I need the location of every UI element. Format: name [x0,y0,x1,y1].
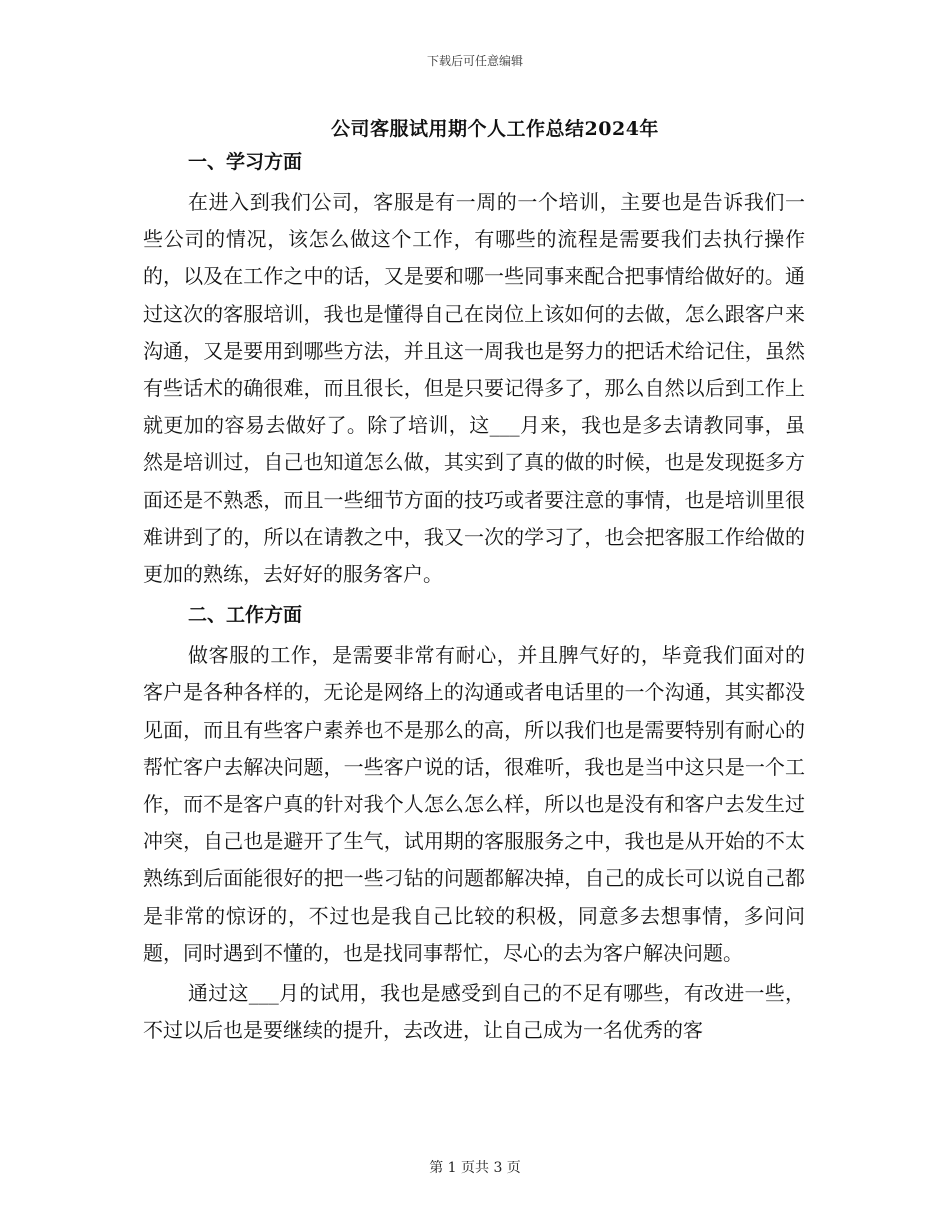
study-paragraph: 在进入到我们公司，客服是有一周的一个培训，主要也是告诉我们一些公司的情况，该怎么做这个工作，有哪些的流程是需要我们去执行操作的，以及在工作之中的话，又是要和哪一些同事来配合把事情给做好的。通过这次的客服培训，我也是懂得自己在岗位上该如何的去做，怎么跟客户来沟通，又是要用到哪些方法，并且这一周我也是努力的把话术给记住，虽然有些话术的确很难，而且很长，但是只要记得多了，那么自然以后到工作上就更加的容易去做好了。除了培训，这___月来，我也是多去请教同事，虽然是培训过，自己也知道怎么做，其实到了真的做的时候，也是发现挺多方面还是不熟悉，而且一些细节方面的技巧或者要注意的事情，也是培训里很难讲到了的，所以在请教之中，我又一次的学习了，也会把客服工作给做的更加的熟练，去好好的服务客户。 [143,190,805,587]
work-paragraph-1: 做客服的工作，是需要非常有耐心，并且脾气好的，毕竟我们面对的客户是各种各样的，无论是网络上的沟通或者电话里的一个沟通，其实都没见面，而且有些客户素养也不是那么的高，所以我们也是需要特别有耐心的帮忙客户去解决问题，一些客户说的话，很难听，我也是当中这只是一个工作，而不是客户真的针对我个人怎么怎么样，所以也是没有和客户去发生过冲突，自己也是避开了生气，试用期的客服服务之中，我也是从开始的不太熟练到后面能很好的把一些刁钻的问题都解决掉，自己的成长可以说自己都是非常的惊讶的，不过也是我自己比较的积极，同意多去想事情，多问问题，同时遇到不懂的，也是找同事帮忙，尽心的去为客户解决问题。 [143,643,805,965]
document-body [143,140,805,1049]
work-paragraph-2: 通过这___月的试用，我也是感受到自己的不足有哪些，有改进一些，不过以后也是要继续的提升，去改进，让自己成为一名优秀的客 [143,981,805,1043]
section-heading-study: 一、学习方面 [188,151,303,173]
section-heading-work: 二、工作方面 [188,604,303,627]
page-number: 第 1 页共 3 页 [429,1160,521,1176]
page-header-note: 下载后可任意编辑 [426,54,523,68]
document-title: 公司客服试用期个人工作总结2024年 [331,118,659,140]
